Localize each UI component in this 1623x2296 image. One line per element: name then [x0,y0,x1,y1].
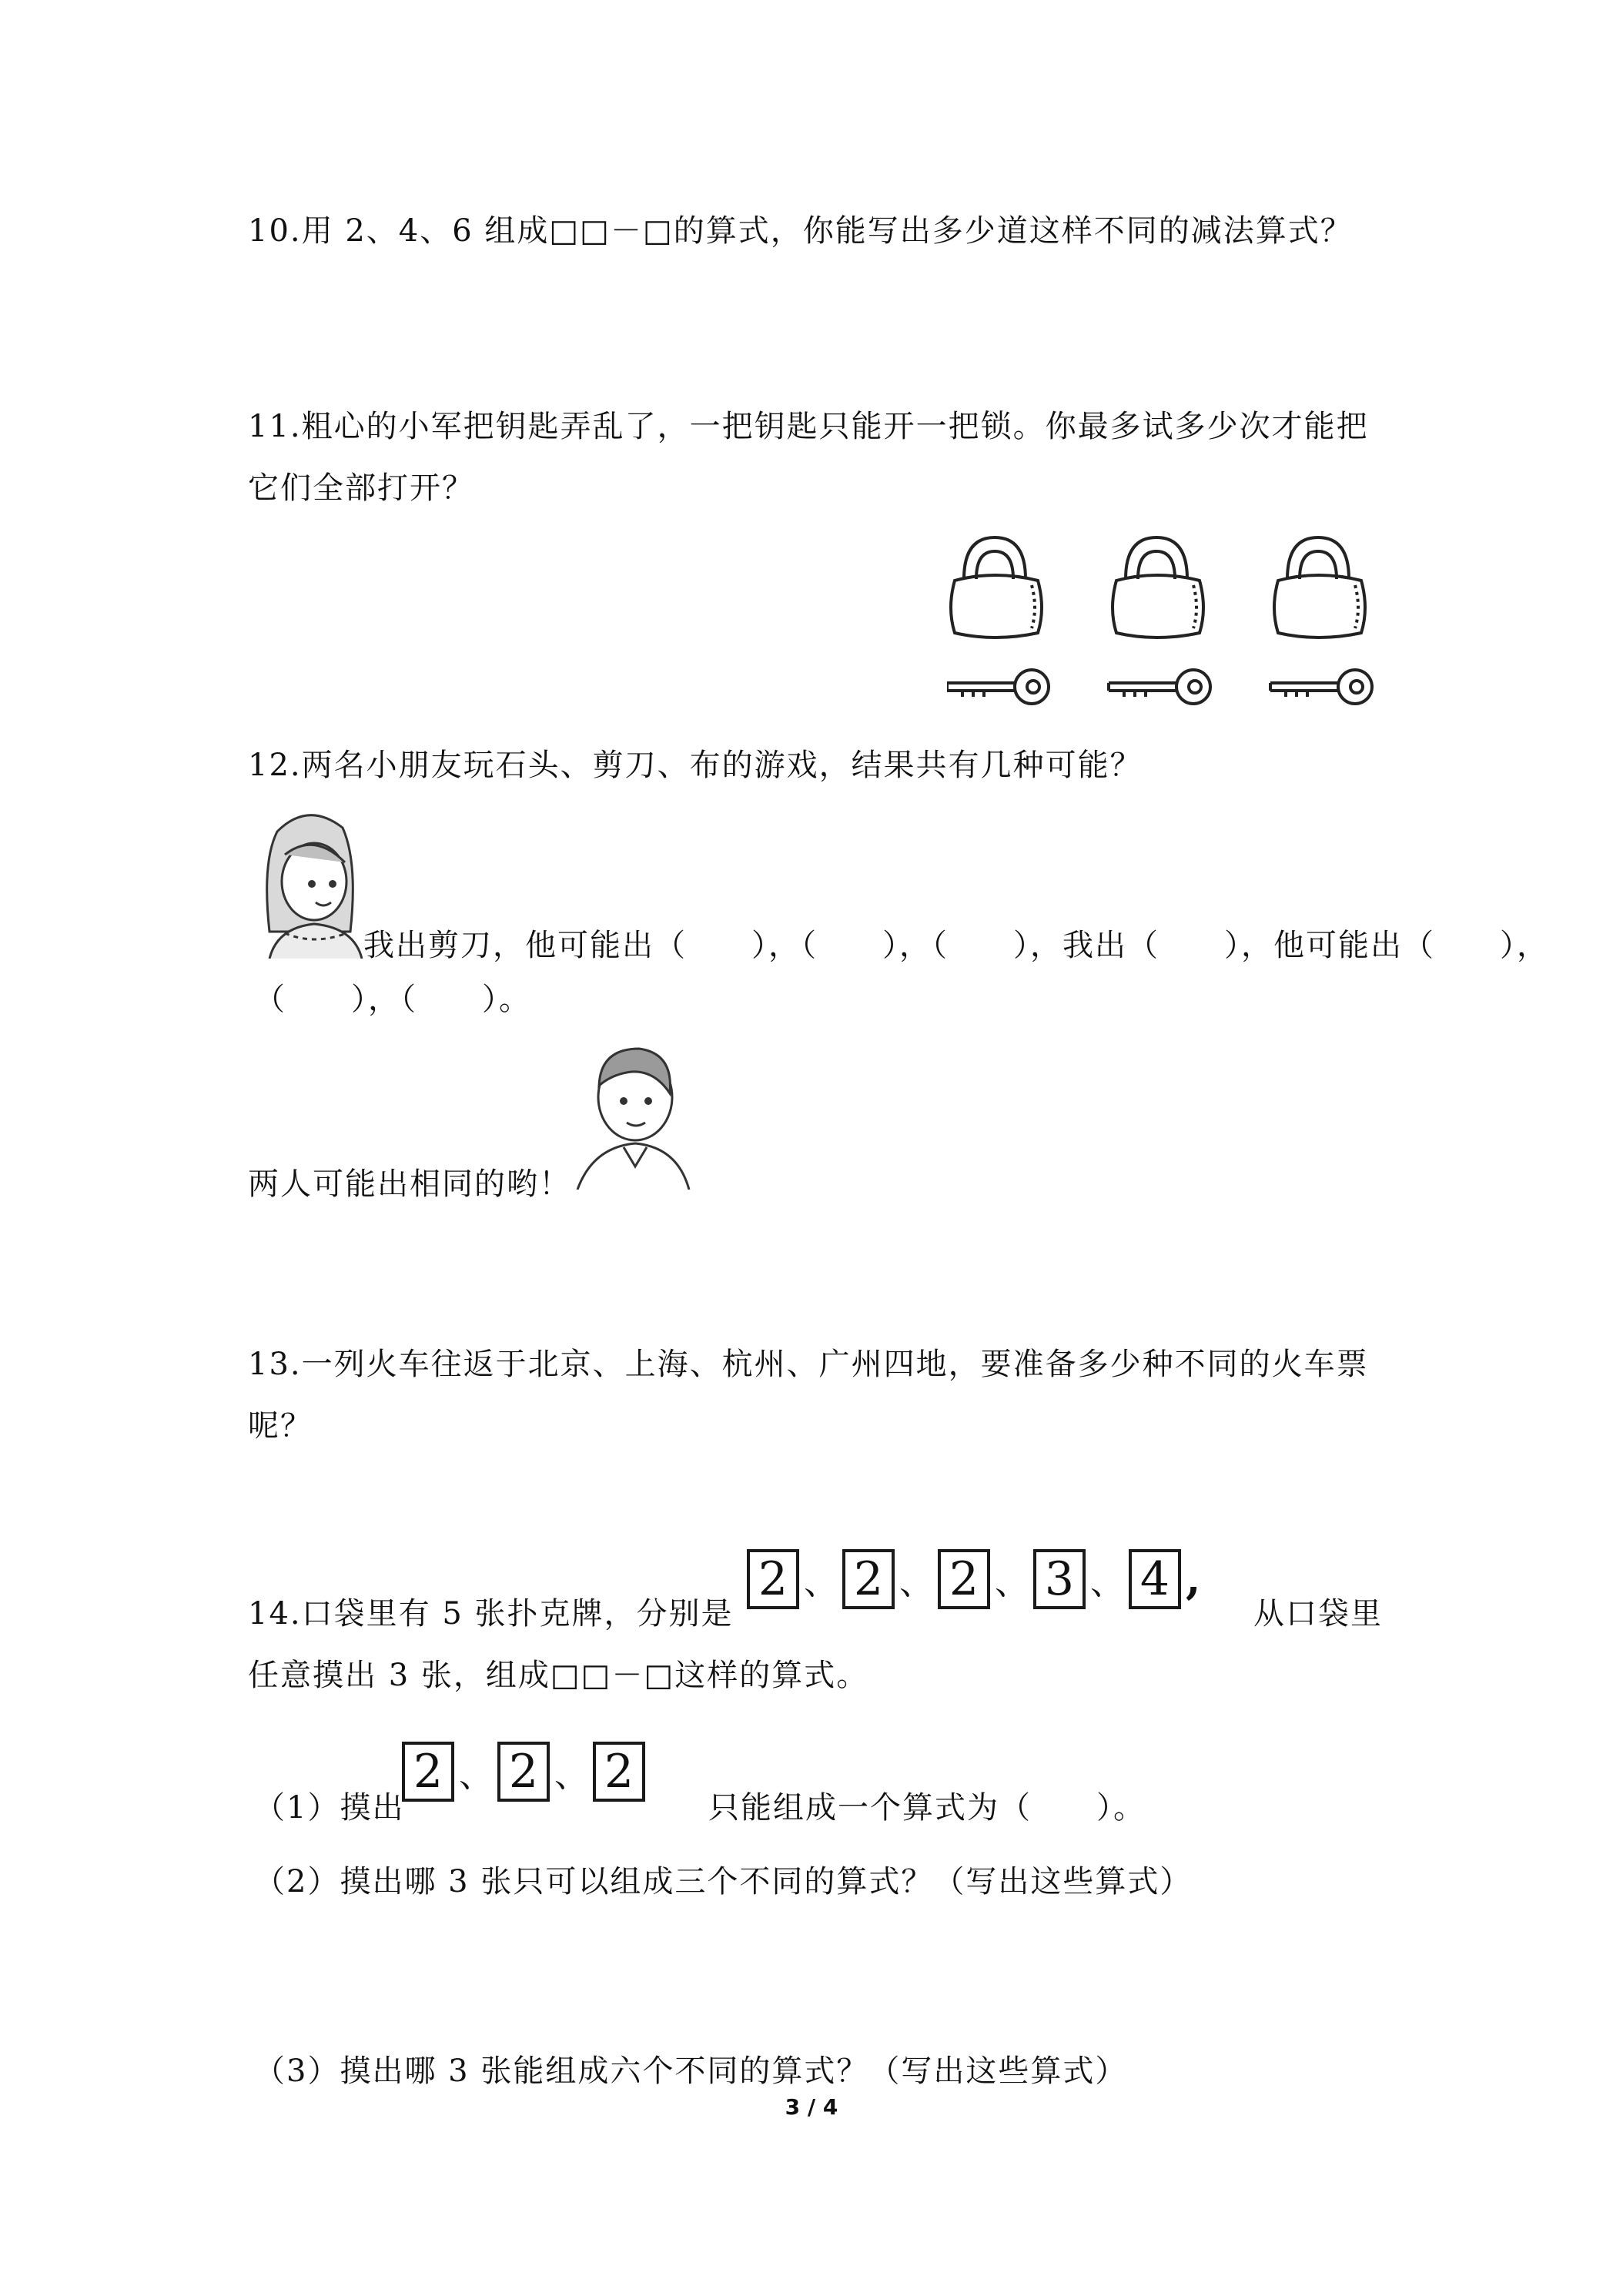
question-12-title: 12.两名小朋友玩石头、剪刀、布的游戏，结果共有几种可能？ [248,748,1143,783]
poker-card: 2 [938,1549,990,1609]
padlock-icon [1274,537,1365,638]
girl-illustration [254,801,370,959]
question-11-line-1: 11.粗心的小军把钥匙弄乱了，一把钥匙只能开一把锁。你最多试多少次才能把 [248,409,1369,444]
locks-and-keys-illustration [947,531,1394,716]
padlock-icon [951,537,1042,638]
question-13-line-1: 13.一列火车往返于北京、上海、杭州、广州四地，要准备多少种不同的火车票 [248,1347,1369,1382]
question-14-sub-1-suffix: 只能组成一个算式为（ ）。 [708,1790,1146,1826]
page-number: 3 / 4 [785,2094,838,2120]
padlock-icon [1113,537,1203,638]
question-14-line-1-suffix: 从口袋里 [1253,1596,1383,1632]
poker-card: 4 [1129,1549,1181,1609]
key-icon [1109,670,1210,704]
poker-card: 2 [747,1549,799,1609]
question-14-line-2: 任意摸出 3 张，组成□□－□这样的算式。 [248,1658,869,1693]
question-14-sub-1-prefix: （1）摸出 [254,1790,405,1826]
question-14-sub-2: （2）摸出哪 3 张只可以组成三个不同的算式？（写出这些算式） [254,1864,1193,1899]
poker-card: 2 [842,1549,895,1609]
key-icon [1270,670,1372,704]
question-14-line-1-prefix: 14.口袋里有 5 张扑克牌，分别是 [248,1596,734,1632]
question-13-line-2: 呢？ [248,1408,313,1444]
poker-card: 2 [402,1742,454,1802]
question-11-line-2: 它们全部打开？ [248,470,474,506]
question-14-sub-3: （3）摸出哪 3 张能组成六个不同的算式？（写出这些算式） [254,2053,1128,2089]
girl-speech-line-2: （ ），（ ）。 [254,982,531,1017]
poker-card: 2 [593,1742,645,1802]
question-10-text: 10.用 2、4、6 组成□□－□的算式，你能写出多少道这样不同的减法算式？ [248,213,1353,249]
boy-speech: 两人可能出相同的哟！ [248,1166,571,1202]
poker-cards-row: 2 、 2 、 2 、 3 、 4 , [745,1549,1204,1609]
poker-card: 2 [497,1742,550,1802]
poker-card: 3 [1033,1549,1086,1609]
sub-1-cards-row: 2 、 2 、 2 [400,1742,647,1802]
key-icon [947,670,1049,704]
girl-speech-line-1: 我出剪刀，他可能出（ ），（ ），（ ），我出（ ），他可能出（ ）， [363,928,1549,963]
boy-illustration [570,1032,693,1190]
